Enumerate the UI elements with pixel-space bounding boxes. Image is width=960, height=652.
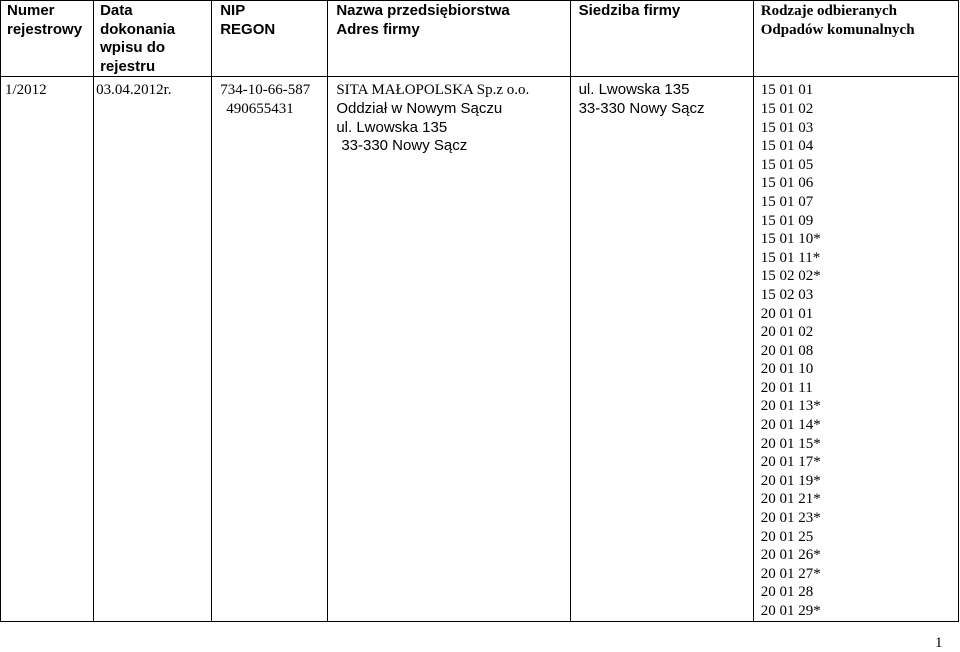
registry-number: 1/2012 [5,82,47,99]
waste-code: 20 01 01 [760,305,814,322]
cell-number [1,77,94,621]
waste-code: 20 01 27* [760,565,821,582]
waste-code: 20 01 13* [760,398,821,415]
header-nip-line-2: REGON [220,20,276,38]
header-nip-line-1: NIP [220,2,246,19]
company-branch: Oddział w Nowym Sączu [336,99,503,117]
waste-code: 20 01 26* [760,547,821,564]
cell-company [328,77,570,621]
waste-code: 20 01 15* [760,435,821,452]
header-date-line-3: rejestru [100,57,156,75]
waste-code: 15 01 01 [760,82,814,99]
nip-value: 734-10-66-587 [220,82,311,99]
seat-city: 33-330 Nowy Sącz [578,99,705,117]
header-company-line-1: Nazwa przedsiębiorstwa [336,2,510,19]
waste-code-list [761,81,958,620]
header-number [1,1,94,77]
waste-code: 15 01 06 [760,175,814,192]
waste-code: 15 01 05 [760,156,814,173]
waste-code: 20 01 11 [760,379,813,396]
waste-code: 20 01 23* [760,510,821,527]
header-company [328,1,570,77]
header-number-line-1: Numer [7,2,55,19]
waste-code: 15 01 07 [760,193,814,210]
company-city: 33-330 Nowy Sącz [341,137,468,155]
cell-waste-codes [753,77,958,621]
waste-code: 15 01 03 [760,119,814,136]
waste-code: 20 01 10 [760,361,814,378]
header-waste-line-1: Rodzaje odbieranych [760,3,897,19]
waste-code: 20 01 21* [760,491,821,508]
header-date [94,1,212,77]
waste-code: 20 01 25 [760,528,814,545]
cell-date [94,77,212,621]
waste-code: 15 01 04 [760,138,814,155]
seat-street: ul. Lwowska 135 [578,81,690,99]
table-row [1,77,959,621]
company-street: ul. Lwowska 135 [336,118,448,136]
waste-code: 20 01 02 [760,324,814,341]
header-waste-line-2: Odpadów komunalnych [760,21,915,38]
page-number: 1 [935,635,943,651]
waste-code: 15 01 10* [760,231,821,248]
waste-code: 20 01 17* [760,454,821,471]
waste-code: 15 01 02 [760,100,814,117]
header-seat-line-1: Siedziba firmy [578,2,681,19]
waste-code: 20 01 19* [760,472,821,489]
waste-code: 15 02 03 [760,286,814,303]
header-date-line-1: Data dokonania [100,2,176,38]
waste-code: 15 01 09 [760,212,814,229]
company-name: SITA MAŁOPOLSKA Sp.z o.o. [336,82,530,99]
header-nip [212,1,328,77]
header-row [1,1,959,77]
header-date-line-2: wpisu do [100,39,166,57]
waste-code: 15 01 11* [760,249,821,266]
waste-code: 15 02 02* [760,268,821,285]
waste-code: 20 01 29* [760,603,821,619]
cell-nip-regon [212,77,328,621]
cell-seat [570,77,753,621]
regon-value: 490655431 [226,100,294,117]
waste-code: 20 01 08 [760,342,814,359]
header-number-line-2: rejestrowy [7,20,83,38]
header-company-line-2: Adres firmy [336,20,420,38]
header-waste [753,1,958,77]
waste-code: 20 01 14* [760,417,821,434]
header-seat [570,1,753,77]
entry-date: 03.04.2012r. [96,82,172,99]
waste-code: 20 01 28 [760,584,814,601]
